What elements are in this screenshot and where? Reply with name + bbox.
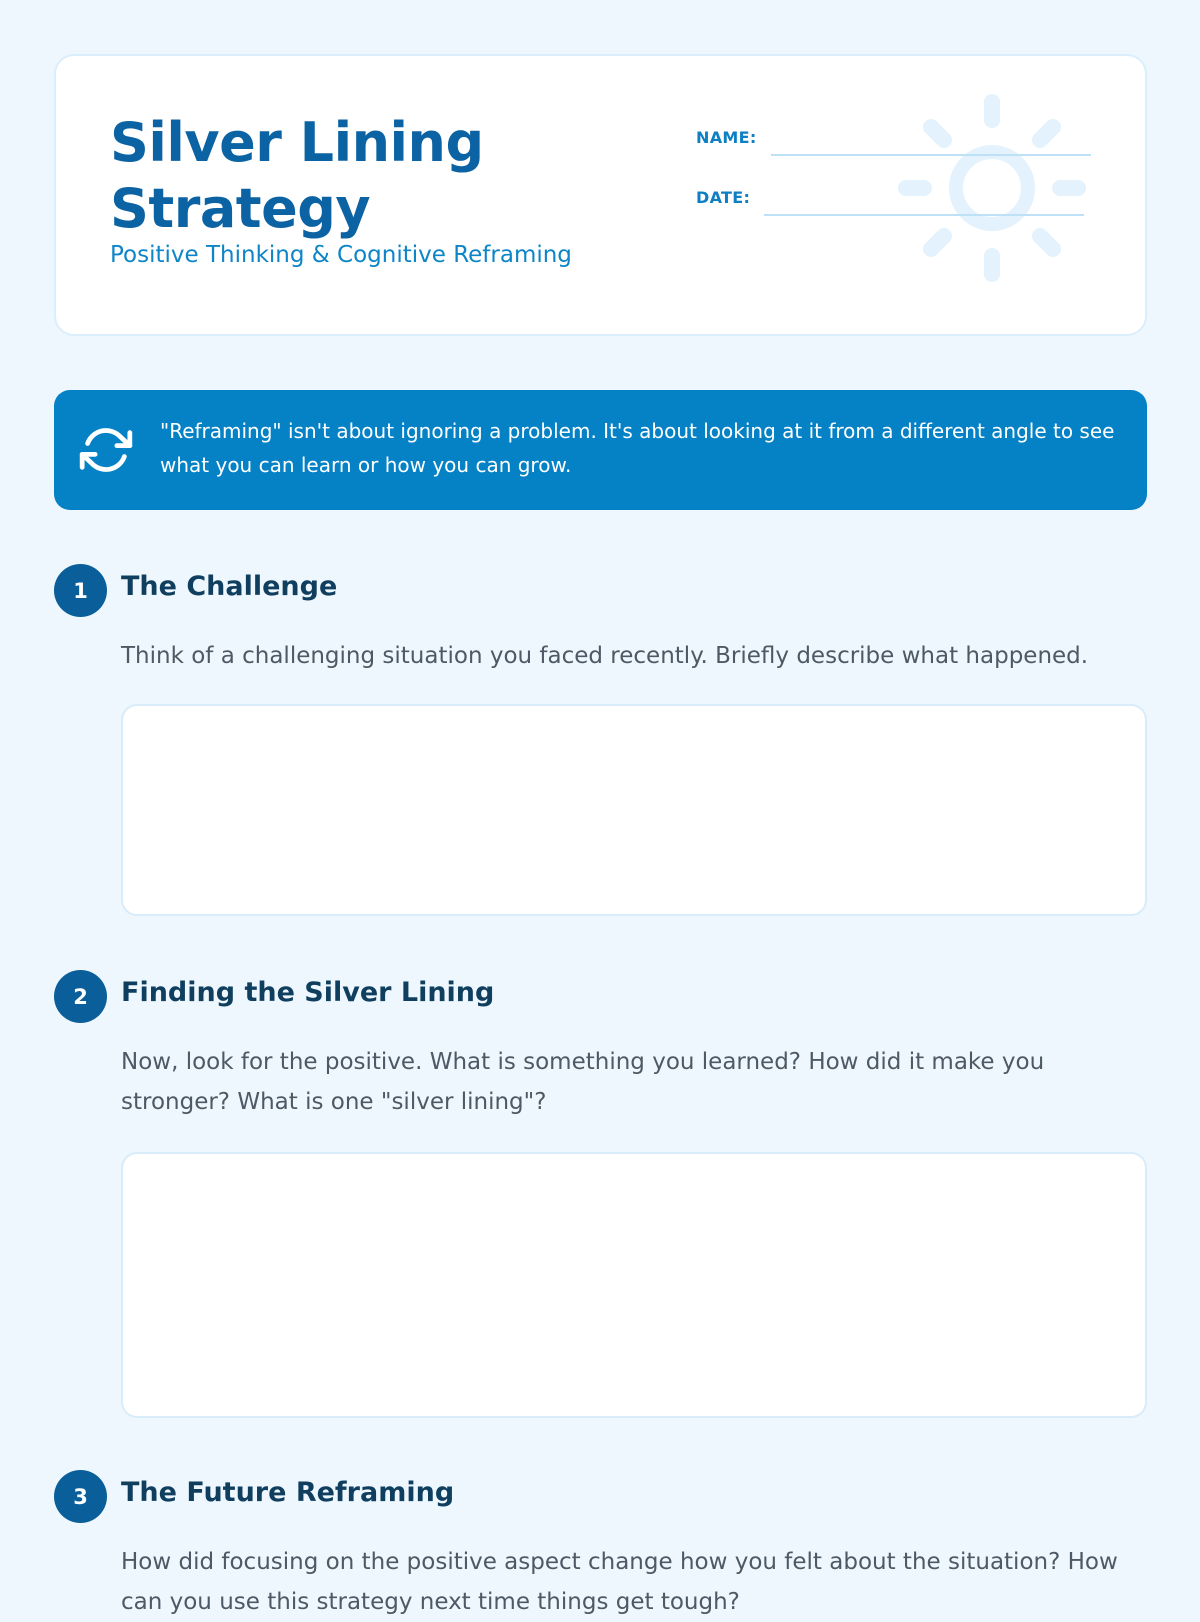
step-badge: 1: [54, 564, 107, 617]
banner-text: "Reframing" isn't about ignoring a problem. It's about looking at it from a different angle to see what you can learn or how you can grow.: [160, 419, 1115, 477]
date-line[interactable]: [764, 214, 1084, 216]
name-field[interactable]: [696, 118, 1091, 156]
section-silver-lining: [54, 970, 1147, 1420]
section-prompt: Think of a challenging situation you faced recently. Briefly describe what happened.: [121, 643, 1089, 669]
date-field[interactable]: [696, 178, 1084, 216]
section-title: Finding the Silver Lining: [121, 977, 495, 1008]
section-title: The Challenge: [121, 571, 338, 602]
answer-box-challenge[interactable]: [121, 704, 1147, 916]
section-future-reframing: [54, 1470, 1147, 1615]
step-badge: 2: [54, 970, 107, 1023]
step-badge: 3: [54, 1470, 107, 1523]
section-challenge: [54, 564, 1147, 924]
answer-box-silver-lining[interactable]: [121, 1152, 1147, 1418]
refresh-icon: [80, 424, 132, 476]
header-card: [54, 54, 1147, 336]
name-line[interactable]: [771, 154, 1091, 156]
section-prompt: Now, look for the positive. What is something you learned? How did it make you stronger? What is one "silver lining"?: [121, 1049, 1045, 1115]
section-prompt: How did focusing on the positive aspect change how you felt about the situation? How can you use this strategy next time things get tough?: [121, 1549, 1118, 1615]
date-label: DATE:: [696, 187, 751, 207]
section-title: The Future Reframing: [121, 1477, 455, 1508]
page-subtitle: Positive Thinking & Cognitive Reframing: [110, 242, 572, 268]
info-banner: [54, 390, 1147, 510]
name-label: NAME:: [696, 127, 757, 147]
page-title: Silver Lining Strategy: [110, 111, 484, 240]
